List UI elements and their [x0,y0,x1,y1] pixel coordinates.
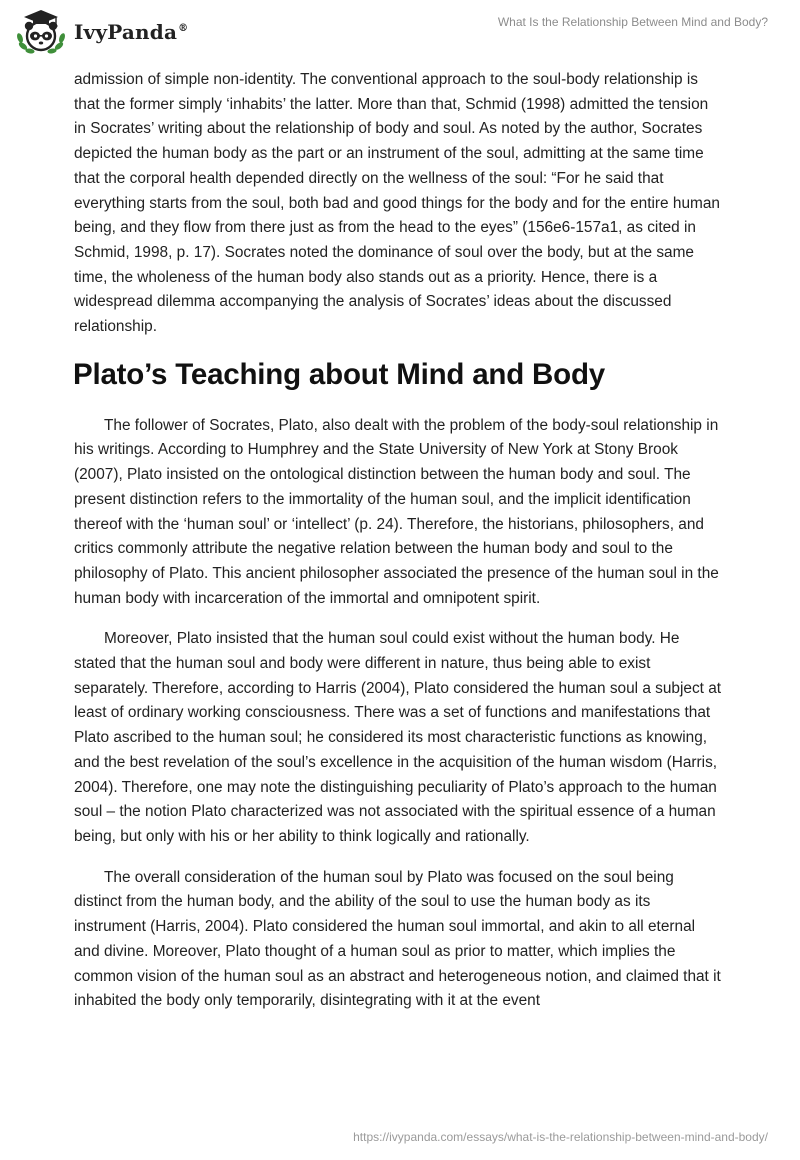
page-header [0,0,800,60]
registered-mark: ® [178,23,189,35]
source-url-link[interactable]: https://ivypanda.com/essays/what-is-the-relationship-between-mind-and-body/ [353,1130,768,1144]
brand-name: IvyPanda® [74,20,189,44]
paragraph: The overall consideration of the human soul by Plato was focused on the soul being distinct from the human body, and the ability of the soul to use the human body as its instrument (Harris, 2004). Plato considered the human soul immortal, and akin to all eternal and divine. Moreover, Plato thought of a human soul as prior to matter, which implies the common vision of the human soul as an abstract and heterogeneous notion, and claimed that it inhabited the body only temporarily, disintegrating with it at the event [74,868,721,1010]
paragraph-continued: admission of simple non-identity. The conventional approach to the soul-body relationship is that the former simply ‘inhabits’ the latter. More than that, Schmid (1998) admitted the tension in Socrates’ writing about the relationship of body and soul. As noted by the author, Socrates depicted the human body as the part or an instrument of the soul, admitting at the same time that the corporal health depended directly on the wellness of the soul: “For he said that everything starts from the soul, both bad and good things for the body and for the entire human being, and they flow from there just as from the head to the eyes” (156e6-157a1, as cited in Schmid, 1998, p. 17). Socrates noted the dominance of soul over the body, but at the same time, the wholeness of the human body also stands out as a priority. Hence, there is a widespread dilemma accompanying the analysis of Socrates’ ideas about the discussed relationship. [74,71,720,336]
paragraph: Moreover, Plato insisted that the human soul could exist without the human body. He stated that the human soul and body were different in nature, thus being able to exist separately. Therefore, according to Harris (2004), Plato considered the human soul a subject at least of ordinary working consciousness. There was a set of functions and manifestations that Plato ascribed to the human soul; he considered its most characteristic functions as knowing, and the best revelation of the soul’s excellence in the acquisition of the human wisdom (Harris, 2004). Therefore, one may note the distinguishing peculiarity of Plato’s approach to the human soul – the notion Plato characterized was not associated with the spiritual essence of a human being, but only with his or her ability to think logically and rationally. [74,630,722,845]
essay-body [74,68,724,1030]
panda-graduate-icon [14,8,68,54]
brand-logo[interactable] [14,8,188,54]
document-title: What Is the Relationship Between Mind and Body? [497,15,768,29]
paragraph: The follower of Socrates, Plato, also dealt with the problem of the body-soul relationship in his writings. According to Humphrey and the State University of New York at Stony Brook (2007), Plato insisted on the ontological distinction between the human body and soul. The present distinction refers to the immortality of the human soul, and the implicit identification thereof with the ‘human soul’ or ‘intellect’ (p. 24). Therefore, the historians, philosophers, and critics commonly attribute the negative relation between the human body and soul to the philosophy of Plato. This ancient philosopher associated the presence of the human soul in the human body with incarceration of the immortal and omnipotent spirit. [74,416,719,607]
section-heading: Plato’s Teaching about Mind and Body [73,357,606,391]
